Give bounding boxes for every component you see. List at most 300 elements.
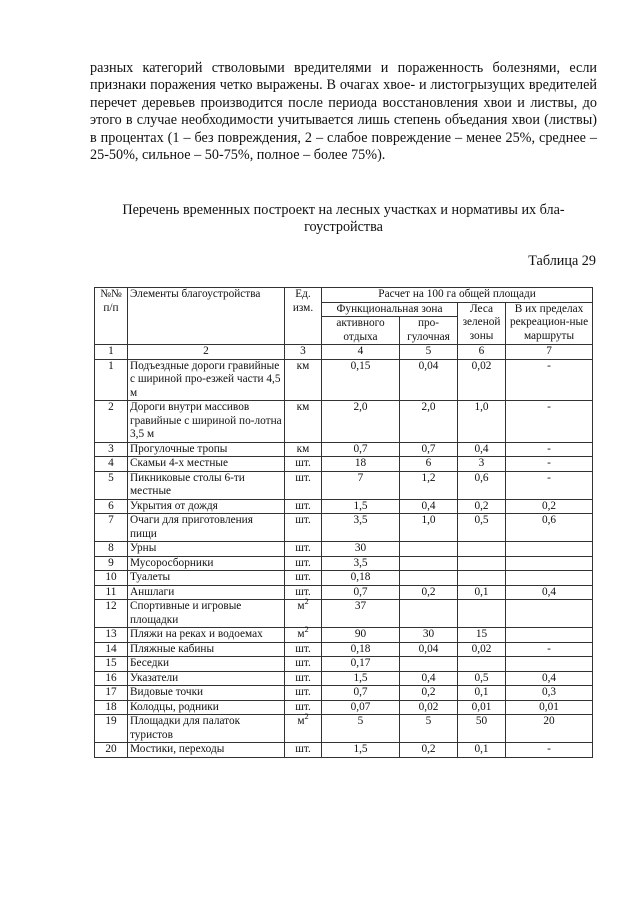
- row-number-text: 17: [105, 686, 117, 698]
- row-forest-text: 0,2: [474, 499, 489, 512]
- col-number: 2: [128, 345, 285, 360]
- col-number: 1: [95, 345, 128, 360]
- row-element-text: Мусоросборники: [130, 556, 214, 569]
- row-number-text: 12: [105, 600, 117, 612]
- row-forest-text: 0,02: [471, 642, 492, 655]
- header-forest-green: Леса зеленой зоны: [458, 302, 506, 345]
- table-row: [95, 628, 593, 643]
- row-routes: [506, 571, 593, 586]
- row-unit: [285, 401, 322, 443]
- row-active: [322, 514, 400, 542]
- row-unit: [285, 571, 322, 586]
- table-row: [95, 642, 593, 657]
- table-row: [95, 743, 593, 758]
- table-row: [95, 471, 593, 499]
- row-unit: [285, 743, 322, 758]
- col-number: 3: [285, 345, 322, 360]
- row-element: [128, 671, 285, 686]
- table-row: [95, 542, 593, 557]
- row-active-text: 37: [354, 600, 367, 612]
- row-forest: [458, 499, 506, 514]
- row-routes: [506, 700, 593, 715]
- row-walking: [400, 642, 458, 657]
- row-forest: [458, 686, 506, 701]
- row-forest-text: 0,6: [474, 471, 489, 484]
- row-unit: [285, 597, 322, 628]
- table-row: [95, 715, 593, 743]
- table-row: [95, 499, 593, 514]
- header-unit: Ед. изм.: [285, 288, 322, 345]
- row-number-text: 14: [105, 642, 117, 655]
- row-walking: [400, 628, 458, 643]
- row-element: [128, 700, 285, 715]
- row-unit: [285, 671, 322, 686]
- row-unit: [285, 442, 322, 457]
- header-func-zone: Функциональная зона: [322, 302, 458, 317]
- row-active: [322, 628, 400, 643]
- row-number-text: 18: [105, 700, 117, 713]
- row-routes: [506, 671, 593, 686]
- row-unit-text: шт.: [295, 700, 311, 713]
- row-routes: [506, 715, 593, 743]
- table-row: [95, 600, 593, 628]
- row-walking: [400, 743, 458, 758]
- row-number: [95, 585, 128, 600]
- column-numbers-row: [95, 345, 593, 360]
- row-unit-text: шт.: [295, 471, 311, 484]
- row-number-text: 13: [105, 628, 117, 640]
- row-unit: [285, 359, 322, 401]
- row-forest-text: 0,1: [474, 743, 489, 755]
- table-row: [95, 585, 593, 600]
- row-element-text: Беседки: [130, 657, 170, 669]
- row-active-text: 7: [357, 471, 364, 484]
- row-element-text: Очаги для приготовления пищи: [130, 514, 253, 540]
- row-forest: [458, 542, 506, 557]
- row-unit: [285, 625, 322, 643]
- row-number-text: 9: [108, 556, 114, 569]
- row-number-text: 3: [108, 442, 114, 455]
- row-forest: [458, 671, 506, 686]
- table-row: [95, 442, 593, 457]
- row-element-text: Прогулочные тропы: [130, 442, 228, 455]
- row-element: [128, 542, 285, 557]
- row-forest: [458, 442, 506, 457]
- col-number: 4: [322, 345, 400, 360]
- row-active: [322, 715, 400, 743]
- row-walking-text: 0,04: [418, 642, 439, 655]
- row-unit: [285, 457, 322, 472]
- row-number: [95, 514, 128, 542]
- row-unit: [285, 556, 322, 571]
- row-number: [95, 715, 128, 743]
- row-walking-text: 30: [422, 628, 435, 640]
- intro-paragraph: разных категорий стволовыми вредителями и пораженность болезнями, если признаки поражения четко выражены. В очагах хвое- и листогрызущих вредителей перечет деревьев производится после периода восстановления хвои и листвы, до этого в случае необходимости учитывается лишь степень объедания хвои (листвы) в процентах (1 – без повреждения, 2 – слабое повреждение – менее 25%, среднее – 25-50%, сильное – 50-75%, полное – более 75%).: [90, 60, 597, 164]
- row-active: [322, 542, 400, 557]
- row-number: [95, 471, 128, 499]
- row-unit: [285, 542, 322, 557]
- row-forest: [458, 600, 506, 628]
- table-row: [95, 686, 593, 701]
- row-routes-text: -: [547, 401, 551, 413]
- row-unit: [285, 471, 322, 499]
- row-element: [128, 628, 285, 643]
- row-element-text: Указатели: [130, 671, 179, 684]
- row-active: [322, 556, 400, 571]
- row-unit-text: шт.: [295, 457, 311, 469]
- row-walking: [400, 457, 458, 472]
- row-routes-text: 0,01: [539, 700, 559, 713]
- row-forest-text: 0,02: [471, 359, 492, 372]
- row-active-text: 2,0: [353, 401, 368, 413]
- row-element-text: Скамьи 4-х местные: [130, 457, 228, 469]
- row-element: [128, 686, 285, 701]
- row-forest-text: 0,5: [474, 671, 489, 684]
- row-unit: [285, 657, 322, 672]
- row-number-text: 20: [105, 743, 117, 755]
- row-unit-text: шт.: [295, 571, 311, 583]
- table-row: [95, 401, 593, 443]
- row-forest: [458, 359, 506, 401]
- row-unit-text: м: [297, 600, 305, 612]
- row-routes: [506, 657, 593, 672]
- row-walking-text: 6: [425, 457, 432, 469]
- row-number: [95, 571, 128, 586]
- row-walking: [400, 657, 458, 672]
- table-row: [95, 556, 593, 571]
- row-element: [128, 471, 285, 499]
- row-walking-text: 0,02: [418, 700, 439, 713]
- row-routes: [506, 401, 593, 443]
- section-heading: Перечень временных построект на лесных участках и нормативы их бла-гоустройства: [122, 202, 565, 236]
- row-active-text: 0,18: [350, 571, 371, 583]
- row-unit-text: км: [296, 442, 310, 455]
- row-element-text: Пляжи на реках и водоемах: [130, 628, 263, 640]
- row-forest: [458, 514, 506, 542]
- row-element: [128, 743, 285, 758]
- row-routes-text: -: [547, 642, 551, 655]
- row-walking-text: 0,4: [421, 671, 436, 684]
- row-forest-text: 0,5: [474, 514, 489, 526]
- row-unit-text: шт.: [295, 642, 311, 655]
- row-element: [128, 642, 285, 657]
- row-unit-text: шт.: [295, 514, 311, 526]
- row-element: [128, 401, 285, 443]
- row-unit-text: шт.: [295, 671, 311, 684]
- row-walking-text: 0,2: [421, 585, 436, 598]
- row-forest-text: 0,1: [474, 686, 489, 698]
- row-active-text: 0,7: [353, 686, 368, 698]
- table-row: [95, 457, 593, 472]
- row-number: [95, 671, 128, 686]
- row-walking: [400, 700, 458, 715]
- row-unit: [285, 642, 322, 657]
- row-forest: [458, 471, 506, 499]
- row-forest: [458, 585, 506, 600]
- row-forest-text: 50: [475, 715, 488, 727]
- row-active: [322, 471, 400, 499]
- header-active: активного отдыха: [322, 317, 400, 345]
- row-walking-text: 0,4: [421, 499, 436, 512]
- row-number-text: 11: [105, 585, 117, 598]
- row-forest: [458, 642, 506, 657]
- row-number-text: 16: [105, 671, 117, 684]
- row-routes: [506, 686, 593, 701]
- row-routes: [506, 542, 593, 557]
- row-element: [128, 600, 285, 628]
- row-active-text: 0,18: [350, 642, 371, 655]
- row-forest: [458, 700, 506, 715]
- row-active-text: 0,17: [350, 657, 371, 669]
- row-walking: [400, 542, 458, 557]
- row-active: [322, 686, 400, 701]
- row-walking: [400, 514, 458, 542]
- row-routes: [506, 514, 593, 542]
- row-number: [95, 657, 128, 672]
- row-walking-text: 0,2: [421, 686, 436, 698]
- row-unit: [285, 686, 322, 701]
- row-routes-text: -: [547, 442, 551, 455]
- row-routes: [506, 457, 593, 472]
- row-unit-text: шт.: [295, 686, 311, 698]
- row-walking: [400, 359, 458, 401]
- row-walking: [400, 471, 458, 499]
- row-forest-text: 0,01: [471, 700, 492, 713]
- table-row: [95, 657, 593, 672]
- row-walking-text: 0,04: [418, 359, 439, 372]
- row-active-text: 0,07: [350, 700, 371, 713]
- row-number: [95, 542, 128, 557]
- row-number: [95, 642, 128, 657]
- row-number-text: 8: [108, 542, 114, 554]
- unit-exponent: 2: [304, 597, 309, 607]
- row-active-text: 0,7: [353, 585, 368, 598]
- row-active: [322, 499, 400, 514]
- header-calc: Расчет на 100 га общей площади: [322, 288, 593, 303]
- row-element-text: Пикниковые столы 6-ти местные: [130, 471, 245, 497]
- row-element-text: Аншлаги: [130, 585, 175, 598]
- row-active: [322, 401, 400, 443]
- row-active: [322, 442, 400, 457]
- row-walking-text: 2,0: [421, 401, 436, 413]
- row-active: [322, 743, 400, 758]
- row-forest-text: 0,1: [474, 585, 489, 598]
- row-number: [95, 359, 128, 401]
- row-walking: [400, 499, 458, 514]
- row-active-text: 90: [354, 628, 367, 640]
- row-unit: [285, 585, 322, 600]
- row-element: [128, 715, 285, 743]
- row-number: [95, 700, 128, 715]
- row-number-text: 4: [108, 457, 114, 469]
- row-element: [128, 556, 285, 571]
- norms-table: [94, 287, 593, 758]
- row-element-text: Урны: [130, 542, 157, 554]
- row-active: [322, 700, 400, 715]
- row-walking: [400, 600, 458, 628]
- row-walking-text: 0,7: [421, 442, 436, 455]
- row-active-text: 5: [357, 715, 364, 727]
- header-routes: В их пределах рекреацион-ные маршруты: [506, 302, 593, 345]
- row-walking: [400, 715, 458, 743]
- row-element-text: Туалеты: [130, 571, 171, 583]
- row-forest: [458, 743, 506, 758]
- row-forest: [458, 556, 506, 571]
- row-unit-text: м: [297, 628, 305, 640]
- row-element: [128, 499, 285, 514]
- row-active-text: 0,7: [353, 442, 368, 455]
- row-active-text: 1,5: [353, 671, 368, 684]
- row-routes-text: 0,6: [541, 514, 557, 526]
- header-element: Элементы благоустройства: [128, 288, 285, 345]
- row-active-text: 3,5: [353, 514, 368, 526]
- row-routes-text: 0,4: [541, 671, 557, 684]
- row-number-text: 5: [108, 471, 114, 484]
- row-active-text: 0,15: [350, 359, 371, 372]
- row-element: [128, 657, 285, 672]
- row-unit-text: шт.: [295, 542, 311, 554]
- unit-exponent: 2: [304, 712, 309, 722]
- row-routes: [506, 556, 593, 571]
- table-row: [95, 571, 593, 586]
- row-forest-text: 0,4: [474, 442, 489, 455]
- row-routes: [506, 499, 593, 514]
- row-element-text: Дороги внутри массивов гравийные с шириной по-лотна 3,5 м: [130, 401, 282, 440]
- row-walking: [400, 585, 458, 600]
- row-routes: [506, 442, 593, 457]
- row-forest-text: 15: [475, 628, 488, 640]
- row-unit-text: шт.: [295, 499, 311, 512]
- row-forest-text: 1,0: [474, 401, 489, 413]
- table-row: [95, 700, 593, 715]
- col-number: 7: [506, 345, 593, 360]
- row-walking: [400, 401, 458, 443]
- row-unit: [285, 712, 322, 743]
- row-walking: [400, 671, 458, 686]
- row-element: [128, 457, 285, 472]
- row-routes: [506, 585, 593, 600]
- row-forest-text: 3: [478, 457, 485, 469]
- row-routes: [506, 628, 593, 643]
- row-routes-text: 0,2: [541, 499, 557, 512]
- row-forest: [458, 715, 506, 743]
- row-number-text: 1: [108, 359, 114, 372]
- row-active-text: 1,5: [353, 499, 368, 512]
- row-unit-text: км: [296, 359, 310, 372]
- row-walking: [400, 556, 458, 571]
- row-forest: [458, 457, 506, 472]
- row-routes-text: -: [547, 457, 551, 469]
- row-element-text: Подъездные дороги гравийные с шириной про-езжей части 4,5 м: [130, 359, 281, 399]
- row-number: [95, 686, 128, 701]
- row-routes-text: 0,3: [541, 686, 557, 698]
- row-number: [95, 401, 128, 443]
- row-unit: [285, 514, 322, 542]
- row-active: [322, 585, 400, 600]
- row-active-text: 3,5: [353, 556, 368, 569]
- table-row: [95, 671, 593, 686]
- row-number: [95, 556, 128, 571]
- row-number: [95, 457, 128, 472]
- row-element-text: Видовые точки: [130, 686, 204, 698]
- row-routes-text: 0,4: [541, 585, 557, 598]
- row-unit-text: шт.: [295, 556, 311, 569]
- row-number: [95, 499, 128, 514]
- row-routes-text: -: [547, 471, 551, 484]
- row-walking-text: 5: [425, 715, 432, 727]
- row-number: [95, 743, 128, 758]
- row-routes-text: -: [547, 743, 551, 755]
- row-forest: [458, 657, 506, 672]
- row-unit: [285, 499, 322, 514]
- row-element: [128, 514, 285, 542]
- header-walking: про-гулочная: [400, 317, 458, 345]
- row-active: [322, 600, 400, 628]
- row-routes-text: 20: [543, 715, 555, 727]
- table-row: [95, 359, 593, 401]
- col-number: 5: [400, 345, 458, 360]
- row-active: [322, 642, 400, 657]
- row-element: [128, 442, 285, 457]
- row-number-text: 6: [108, 499, 114, 512]
- row-walking-text: 0,2: [421, 743, 436, 755]
- row-number-text: 2: [108, 401, 114, 413]
- row-unit-text: шт.: [295, 743, 311, 755]
- row-active: [322, 657, 400, 672]
- table-row: [95, 514, 593, 542]
- row-walking: [400, 442, 458, 457]
- header-num: №№ п/п: [95, 288, 128, 345]
- row-number: [95, 600, 128, 628]
- row-number: [95, 628, 128, 643]
- row-walking: [400, 686, 458, 701]
- row-active-text: 30: [354, 542, 367, 554]
- table-label: Таблица 29: [528, 253, 596, 269]
- row-routes: [506, 471, 593, 499]
- row-unit-text: км: [296, 401, 310, 413]
- row-walking: [400, 571, 458, 586]
- row-routes: [506, 743, 593, 758]
- row-unit-text: м: [297, 715, 305, 727]
- row-element-text: Мостики, переходы: [130, 743, 225, 755]
- row-element: [128, 571, 285, 586]
- row-routes: [506, 642, 593, 657]
- row-number-text: 19: [105, 715, 117, 727]
- row-unit-text: шт.: [295, 657, 311, 669]
- row-element-text: Укрытия от дождя: [130, 499, 218, 512]
- row-element-text: Спортивные и игровые площадки: [130, 600, 242, 626]
- row-active: [322, 359, 400, 401]
- row-walking-text: 1,2: [421, 471, 436, 484]
- row-walking-text: 1,0: [421, 514, 436, 526]
- row-active: [322, 571, 400, 586]
- row-forest: [458, 401, 506, 443]
- row-element-text: Колодцы, родники: [130, 700, 219, 713]
- row-routes: [506, 359, 593, 401]
- row-routes: [506, 600, 593, 628]
- row-forest: [458, 571, 506, 586]
- row-element-text: Пляжные кабины: [130, 642, 215, 655]
- row-unit-text: шт.: [295, 585, 311, 598]
- row-active-text: 18: [354, 457, 367, 469]
- row-routes-text: -: [547, 359, 551, 372]
- row-element-text: Площадки для палаток туристов: [130, 715, 241, 741]
- row-active: [322, 457, 400, 472]
- row-number: [95, 442, 128, 457]
- unit-exponent: 2: [304, 625, 309, 635]
- row-element: [128, 359, 285, 401]
- row-number-text: 10: [105, 571, 117, 583]
